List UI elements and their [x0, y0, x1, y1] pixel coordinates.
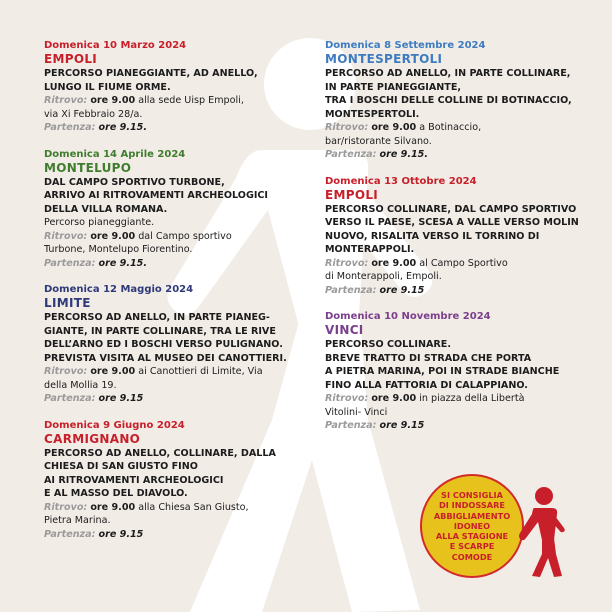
- event-partenza: [44, 528, 314, 542]
- event-partenza: [44, 392, 314, 406]
- event-montespertoli: [325, 40, 595, 162]
- partenza-label: Partenza:: [325, 149, 377, 160]
- partenza-label: Partenza:: [44, 393, 96, 404]
- partenza-label: Partenza:: [325, 284, 377, 296]
- advice-badge-text: SI CONSIGLIA DI INDOSSARE ABBIGLIAMENTO IDONEO ALLA STAGIONE E SCARPE COMODE: [433, 490, 511, 562]
- event-description: PERCORSO AD ANELLO, IN PARTE PIANEG- GIANTE, IN PARTE COLLINARE, TRA LE RIVE DELL’ARNO ED I BOSCHI VERSO PULIGNANO. PREVISTA VISITA AL MUSEO DEI CANOTTIERI.: [44, 312, 287, 364]
- event-description: PERCORSO AD ANELLO, COLLINARE, DALLA CHIESA DI SAN GIUSTO FINO AI RITROVAMENTI ARCHEOLOGICI E AL MASSO DEL DIAVOLO.: [44, 447, 276, 499]
- event-date: Domenica 9 Giugno 2024: [44, 419, 185, 431]
- event-vinci: [325, 311, 595, 433]
- event-ritrovo: [325, 121, 595, 135]
- ritrovo-time: ore 9.00: [371, 122, 417, 133]
- event-place: VINCI: [325, 323, 364, 337]
- partenza-time: ore 9.15: [98, 393, 144, 404]
- ritrovo-address: Pietra Marina.: [44, 515, 111, 526]
- event-description: PERCORSO COLLINARE. BREVE TRATTO DI STRADA CHE PORTA A PIETRA MARINA, POI IN STRADE BIANCHE FINO ALLA FATTORIA DI CALAPPIANO.: [325, 339, 560, 391]
- event-partenza: [325, 148, 595, 162]
- partenza-time: ore 9.15.: [98, 122, 147, 133]
- event-description: PERCORSO AD ANELLO, IN PARTE COLLINARE, IN PARTE PIANEGGIANTE, TRA I BOSCHI DELLE COLLINE DI BOTINACCIO, MONTESPERTOLI.: [325, 68, 572, 120]
- ritrovo-time: ore 9.00: [90, 366, 136, 377]
- ritrovo-label: Ritrovo:: [44, 95, 88, 106]
- event-ritrovo: [44, 94, 314, 108]
- partenza-label: Partenza:: [325, 420, 377, 431]
- event-ritrovo: [44, 230, 314, 244]
- ritrovo-time: ore 9.00: [90, 501, 136, 513]
- event-date: Domenica 10 Marzo 2024: [44, 40, 187, 51]
- event-partenza: [44, 257, 314, 271]
- ritrovo-text: alla sede Uisp Empoli,: [135, 95, 244, 106]
- event-empoli-october: [325, 176, 595, 298]
- ritrovo-time: ore 9.00: [371, 257, 417, 269]
- ritrovo-label: Ritrovo:: [325, 122, 369, 133]
- ritrovo-label: Ritrovo:: [44, 501, 88, 513]
- ritrovo-time: ore 9.00: [90, 95, 136, 106]
- advice-badge: [420, 474, 524, 578]
- partenza-time: ore 9.15.: [98, 257, 147, 269]
- event-ritrovo: [325, 257, 595, 271]
- ritrovo-text: alla Chiesa San Giusto,: [135, 501, 249, 513]
- right-column: [325, 40, 595, 447]
- ritrovo-label: Ritrovo:: [44, 230, 88, 242]
- ritrovo-address: di Monterappoli, Empoli.: [325, 271, 442, 282]
- ritrovo-address: via Xi Febbraio 28/a.: [44, 108, 143, 120]
- ritrovo-text: a Botinaccio,: [416, 122, 482, 133]
- partenza-time: ore 9.15: [98, 528, 144, 540]
- event-carmignano: [44, 420, 314, 542]
- ritrovo-address: Vitolini- Vinci: [325, 406, 388, 418]
- event-place: LIMITE: [44, 296, 91, 310]
- event-partenza: [325, 419, 595, 433]
- partenza-label: Partenza:: [44, 257, 96, 269]
- event-extra: Percorso pianeggiante.: [44, 217, 155, 228]
- event-description: PERCORSO PIANEGGIANTE, AD ANELLO, LUNGO IL FIUME ORME.: [44, 68, 258, 93]
- event-place: MONTELUPO: [44, 160, 132, 175]
- event-date: Domenica 10 Novembre 2024: [325, 311, 491, 322]
- event-place: EMPOLI: [325, 187, 379, 202]
- ritrovo-label: Ritrovo:: [325, 393, 369, 404]
- event-date: Domenica 14 Aprile 2024: [44, 148, 186, 160]
- partenza-time: ore 9.15.: [379, 149, 428, 160]
- event-description: PERCORSO COLLINARE, DAL CAMPO SPORTIVO VERSO IL PAESE, SCESA A VALLE VERSO MOLIN NUOVO, RISALITA VERSO IL TORRINO DI MONTERAPPOLI.: [325, 203, 579, 255]
- event-empoli-march: [44, 40, 314, 135]
- ritrovo-time: ore 9.00: [371, 393, 417, 404]
- ritrovo-address: Turbone, Montelupo Fiorentino.: [44, 244, 193, 255]
- ritrovo-label: Ritrovo:: [325, 257, 369, 269]
- event-ritrovo: [44, 501, 314, 515]
- event-place: EMPOLI: [44, 52, 98, 66]
- ritrovo-address: bar/ristorante Silvano.: [325, 135, 432, 147]
- event-ritrovo: [325, 392, 595, 406]
- ritrovo-text: in piazza della Libertà: [416, 393, 525, 404]
- ritrovo-text: al Campo Sportivo: [416, 257, 508, 269]
- event-partenza: [44, 121, 314, 135]
- event-partenza: [325, 284, 595, 298]
- event-place: MONTESPERTOLI: [325, 52, 443, 66]
- event-place: CARMIGNANO: [44, 431, 141, 446]
- walker-icon: [512, 484, 568, 580]
- partenza-label: Partenza:: [44, 122, 96, 133]
- event-description: DAL CAMPO SPORTIVO TURBONE, ARRIVO AI RITROVAMENTI ARCHEOLOGICI DELLA VILLA ROMANA.: [44, 176, 268, 215]
- event-date: Domenica 13 Ottobre 2024: [325, 175, 477, 187]
- ritrovo-text: ai Canottieri di Limite, Via: [135, 366, 263, 377]
- event-montelupo: [44, 149, 314, 271]
- ritrovo-label: Ritrovo:: [44, 366, 88, 377]
- partenza-label: Partenza:: [44, 528, 96, 540]
- partenza-time: ore 9.15: [379, 420, 425, 431]
- event-date: Domenica 12 Maggio 2024: [44, 284, 194, 295]
- left-column: [44, 40, 314, 555]
- event-ritrovo: [44, 365, 314, 379]
- partenza-time: ore 9.15: [379, 284, 425, 296]
- event-limite: [44, 284, 314, 406]
- ritrovo-time: ore 9.00: [90, 230, 136, 242]
- ritrovo-text: dal Campo sportivo: [135, 230, 232, 242]
- ritrovo-address: della Mollia 19.: [44, 379, 117, 391]
- event-date: Domenica 8 Settembre 2024: [325, 40, 486, 51]
